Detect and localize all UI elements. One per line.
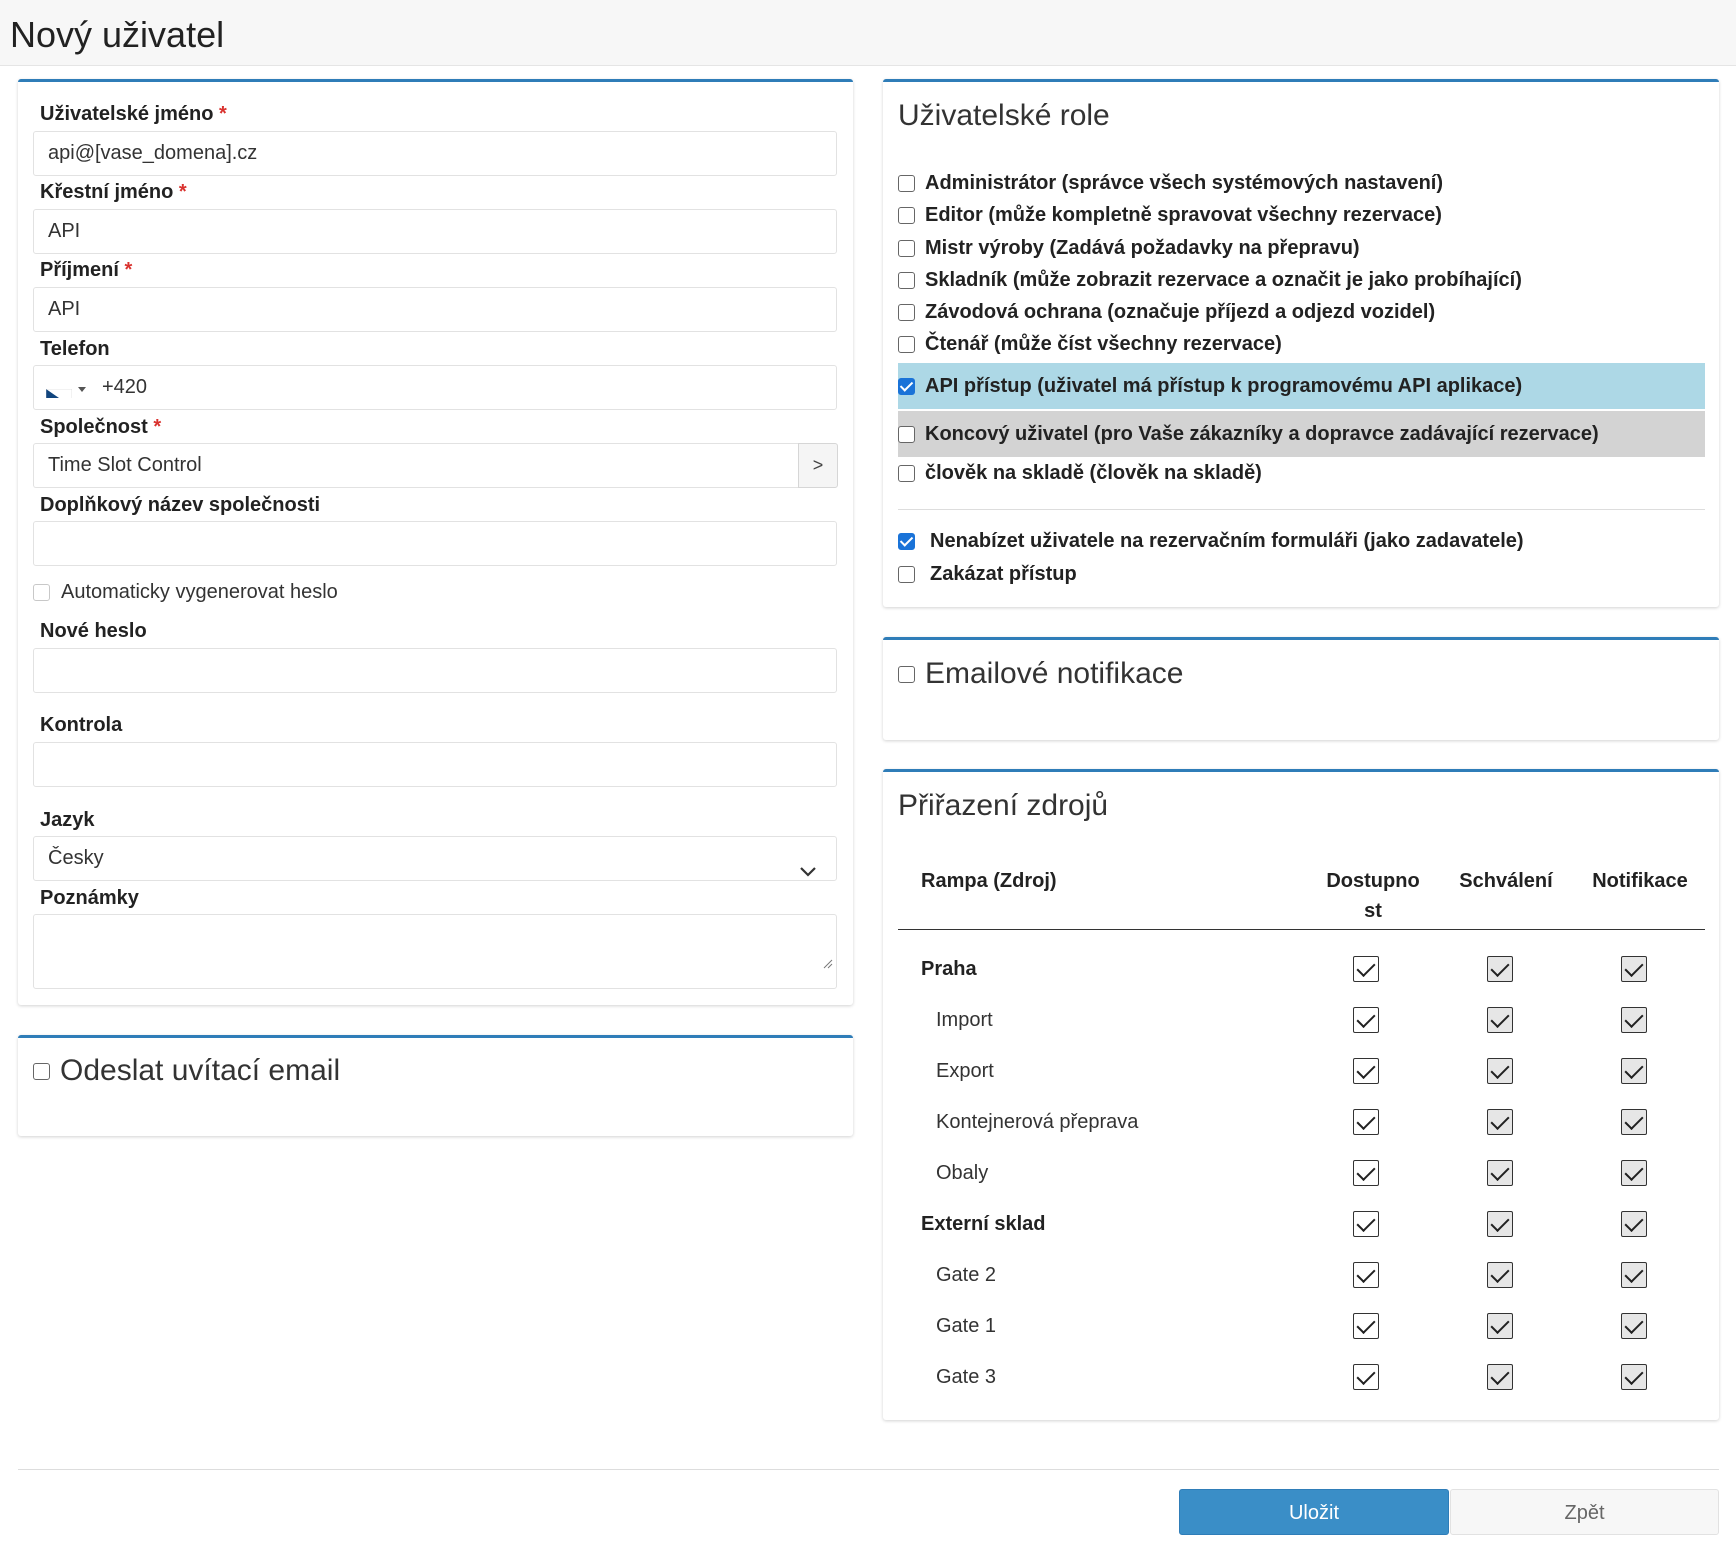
approval-checkbox[interactable]: [1487, 1109, 1513, 1135]
role-end-user[interactable]: [898, 411, 1705, 457]
role-production-master[interactable]: [898, 233, 1705, 263]
role-checkbox[interactable]: [898, 272, 915, 289]
language-select[interactable]: [33, 836, 837, 881]
company-extra-input[interactable]: [33, 521, 837, 566]
resource-name: Gate 2: [936, 1264, 997, 1286]
page-title: Nový uživatel: [10, 14, 225, 55]
notes-textarea[interactable]: [33, 914, 837, 989]
notification-checkbox[interactable]: [1621, 1007, 1647, 1033]
notification-checkbox[interactable]: [1621, 1313, 1647, 1339]
country-selector[interactable]: [46, 380, 90, 398]
role-warehouseman[interactable]: [898, 265, 1705, 295]
confirm-password-input[interactable]: [33, 742, 837, 787]
resource-group-row: [883, 1205, 1719, 1245]
role-reader[interactable]: [898, 329, 1705, 359]
resource-name: Kontejnerová přeprava: [936, 1111, 1139, 1133]
role-label: Mistr výroby (Zadává požadavky na přepravu): [925, 236, 1360, 259]
welcome-email-row[interactable]: [33, 1054, 340, 1088]
resources-title: Přiřazení zdrojů: [898, 789, 1109, 822]
roles-divider: [898, 509, 1705, 510]
option-label: Nenabízet uživatele na rezervačním formuláři (jako zadavatele): [930, 529, 1524, 552]
availability-checkbox[interactable]: [1353, 1262, 1379, 1288]
role-checkbox[interactable]: [898, 465, 915, 482]
company-label: Společnost *: [40, 416, 162, 438]
chevron-down-icon: [78, 387, 86, 392]
availability-checkbox[interactable]: [1353, 1160, 1379, 1186]
resource-row: [883, 1001, 1719, 1041]
role-editor[interactable]: [898, 200, 1705, 230]
last-name-label: Příjmení *: [40, 259, 133, 281]
user-roles-panel: [883, 79, 1719, 607]
notification-checkbox[interactable]: [1621, 956, 1647, 982]
approval-checkbox[interactable]: [1487, 1262, 1513, 1288]
availability-checkbox[interactable]: [1353, 1211, 1379, 1237]
approval-checkbox[interactable]: [1487, 1313, 1513, 1339]
role-api-access[interactable]: [898, 363, 1705, 409]
role-administrator[interactable]: [898, 168, 1705, 198]
username-input[interactable]: api@[vase_domena].cz: [33, 131, 837, 176]
resource-row: [883, 1103, 1719, 1143]
approval-checkbox[interactable]: [1487, 1160, 1513, 1186]
first-name-label: Křestní jméno *: [40, 181, 187, 203]
role-checkbox[interactable]: [898, 207, 915, 224]
role-plant-security[interactable]: [898, 297, 1705, 327]
username-label: Uživatelské jméno *: [40, 103, 227, 125]
company-extra-label: Doplňkový název společnosti: [40, 494, 321, 516]
notification-checkbox[interactable]: [1621, 1109, 1647, 1135]
welcome-email-checkbox[interactable]: [33, 1063, 50, 1080]
auto-password-row: [33, 579, 338, 605]
availability-checkbox[interactable]: [1353, 1058, 1379, 1084]
czech-flag-icon: [46, 380, 72, 398]
first-name-input[interactable]: API: [33, 209, 837, 254]
role-warehouse-person[interactable]: [898, 458, 1705, 488]
availability-checkbox[interactable]: [1353, 956, 1379, 982]
role-checkbox[interactable]: [898, 336, 915, 353]
chevron-down-icon: [800, 850, 816, 893]
notification-checkbox[interactable]: [1621, 1160, 1647, 1186]
auto-password-label: Automaticky vygenerovat heslo: [61, 580, 338, 603]
phone-prefix: +420: [102, 376, 148, 398]
resource-name: Gate 3: [936, 1366, 997, 1388]
approval-checkbox[interactable]: [1487, 1211, 1513, 1237]
resource-name: Externí sklad: [921, 1213, 1046, 1235]
approval-checkbox[interactable]: [1487, 1364, 1513, 1390]
language-label: Jazyk: [40, 809, 95, 831]
availability-checkbox[interactable]: [1353, 1007, 1379, 1033]
resource-row: [883, 1307, 1719, 1347]
option-checkbox[interactable]: [898, 533, 915, 550]
confirm-password-label: Kontrola: [40, 714, 123, 736]
email-notifications-label: Emailové notifikace: [925, 657, 1184, 690]
approval-checkbox[interactable]: [1487, 956, 1513, 982]
column-header-notification: Notifikace: [1592, 870, 1688, 892]
role-label: Závodová ochrana (označuje příjezd a odjezd vozidel): [925, 300, 1436, 323]
resource-row: [883, 1256, 1719, 1296]
table-header-divider: [898, 929, 1705, 930]
notes-label: Poznámky: [40, 887, 139, 909]
back-button[interactable]: Zpět: [1450, 1489, 1719, 1535]
notification-checkbox[interactable]: [1621, 1262, 1647, 1288]
phone-label: Telefon: [40, 338, 110, 360]
welcome-email-panel: [18, 1035, 853, 1136]
role-label: člověk na skladě (člověk na skladě): [925, 461, 1262, 484]
resource-row: [883, 1154, 1719, 1194]
phone-field[interactable]: [33, 365, 837, 410]
email-notifications-row[interactable]: [898, 657, 1183, 691]
resource-group-row: [883, 950, 1719, 990]
role-label: Čtenář (může číst všechny rezervace): [925, 332, 1282, 355]
role-label: Skladník (může zobrazit rezervace a označit je jako probíhající): [925, 268, 1522, 291]
role-label: Administrátor (správce všech systémových nastavení): [925, 171, 1443, 194]
availability-checkbox[interactable]: [1353, 1109, 1379, 1135]
role-checkbox[interactable]: [898, 426, 915, 443]
resource-name: Gate 1: [936, 1315, 997, 1337]
option-label: Zakázat přístup: [930, 562, 1077, 585]
resource-name: Praha: [921, 958, 977, 980]
save-button[interactable]: Uložit: [1179, 1489, 1449, 1535]
resource-name: Import: [936, 1009, 993, 1031]
auto-password-checkbox[interactable]: [33, 584, 50, 601]
option-hide-from-booking[interactable]: [898, 526, 1705, 556]
welcome-email-label: Odeslat uvítací email: [60, 1054, 341, 1087]
notification-checkbox[interactable]: [1621, 1364, 1647, 1390]
roles-title: Uživatelské role: [898, 99, 1110, 132]
column-header-availability: Dostupno st: [1326, 870, 1420, 922]
email-notifications-panel: [883, 637, 1719, 740]
email-notifications-checkbox[interactable]: [898, 666, 915, 683]
availability-checkbox[interactable]: [1353, 1313, 1379, 1339]
language-value: Česky: [48, 847, 104, 869]
page-header: [0, 0, 1736, 66]
resource-row: [883, 1052, 1719, 1092]
availability-checkbox[interactable]: [1353, 1364, 1379, 1390]
role-label: Koncový uživatel (pro Vaše zákazníky a dopravce zadávající rezervace): [925, 422, 1599, 445]
new-password-input[interactable]: [33, 648, 837, 693]
resize-handle-icon[interactable]: [823, 942, 833, 985]
role-checkbox[interactable]: [898, 240, 915, 257]
role-checkbox[interactable]: [898, 304, 915, 321]
column-header-approval: Schválení: [1459, 870, 1553, 892]
role-label: Editor (může kompletně spravovat všechny rezervace): [925, 203, 1442, 226]
resource-name: Obaly: [936, 1162, 989, 1184]
option-checkbox[interactable]: [898, 566, 915, 583]
notification-checkbox[interactable]: [1621, 1058, 1647, 1084]
new-password-label: Nové heslo: [40, 620, 147, 642]
column-header-resource: Rampa (Zdroj): [921, 870, 1057, 892]
option-disable-access[interactable]: [898, 559, 1705, 589]
role-label: API přístup (uživatel má přístup k programovému API aplikace): [925, 374, 1523, 397]
resource-assignment-panel: [883, 769, 1719, 1420]
role-checkbox[interactable]: [898, 378, 915, 395]
user-form-panel: [18, 79, 853, 1005]
last-name-input[interactable]: API: [33, 287, 837, 332]
resource-row: [883, 1358, 1719, 1398]
resource-name: Export: [936, 1060, 994, 1082]
company-input[interactable]: Time Slot Control: [33, 443, 798, 488]
approval-checkbox[interactable]: [1487, 1007, 1513, 1033]
company-select-button[interactable]: >: [798, 443, 838, 488]
footer-divider: [18, 1469, 1719, 1470]
approval-checkbox[interactable]: [1487, 1058, 1513, 1084]
role-checkbox[interactable]: [898, 175, 915, 192]
notification-checkbox[interactable]: [1621, 1211, 1647, 1237]
